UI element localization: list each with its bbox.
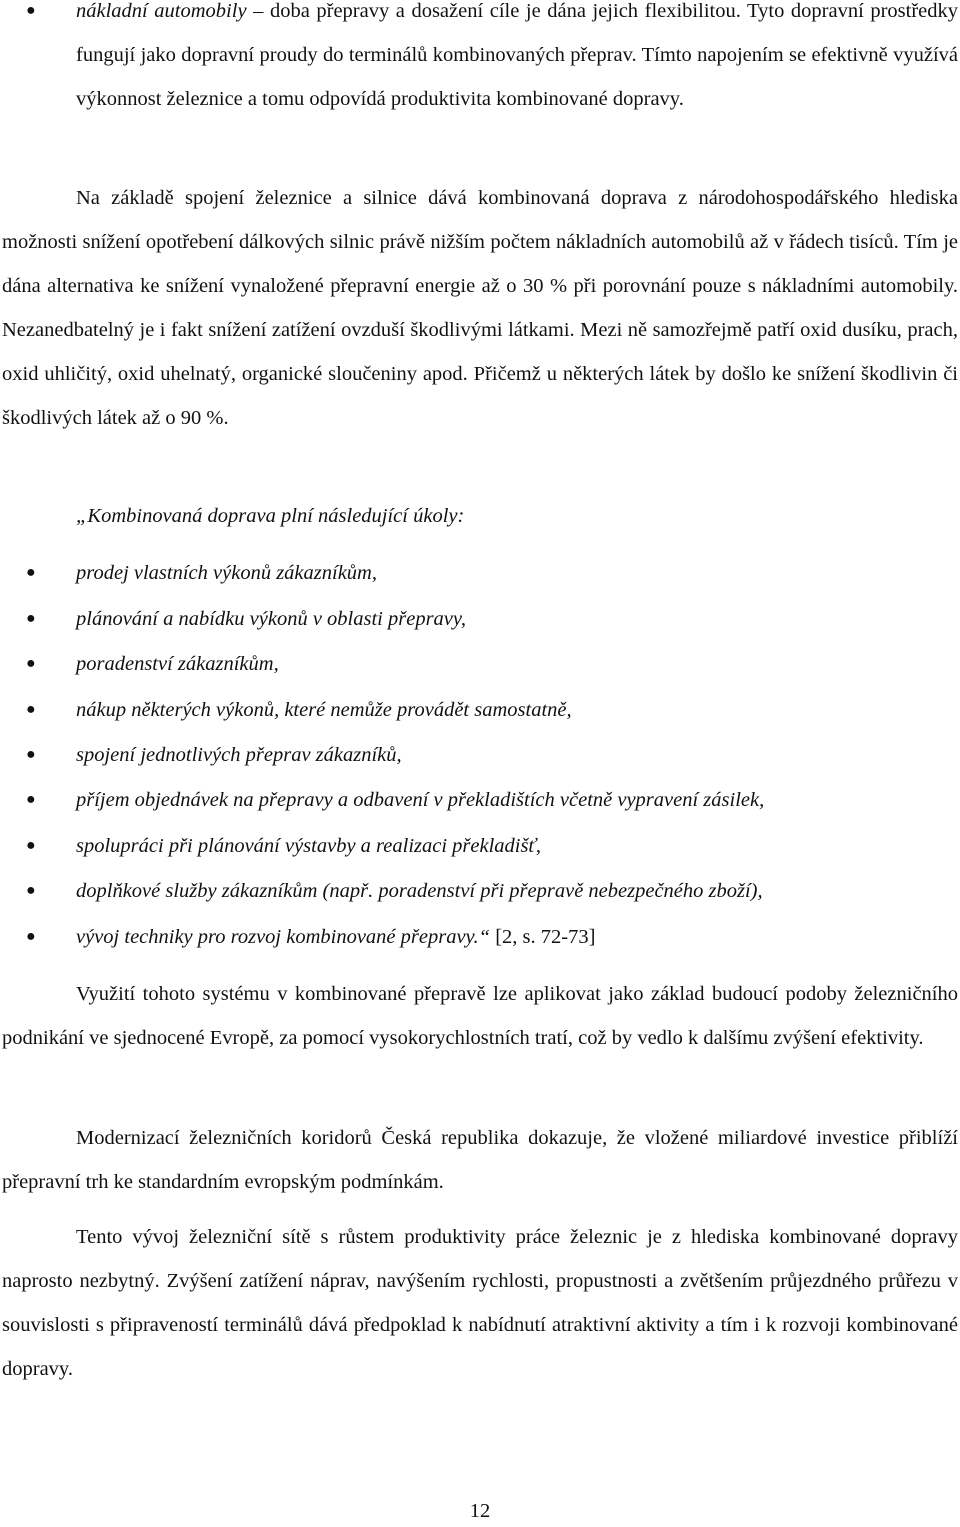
- bullet-icon: ●: [26, 746, 36, 763]
- list-item-text: prodej vlastních výkonů zákazníkům,: [76, 562, 377, 584]
- list-item-text: spolupráci při plánování výstavby a realizaci překladišť,: [76, 835, 542, 857]
- page-number: 12: [469, 1500, 491, 1522]
- paragraph-modernization: Modernizací železničních koridorů Česká republika dokazuje, že vložené miliardové investice přiblíží přepravní trh ke standardním evropským podmínkám.: [2, 1127, 958, 1193]
- bullet-icon: ●: [26, 610, 36, 627]
- paragraph-environment: Na základě spojení železnice a silnice dává kombinovaná doprava z národohospodářského hlediska možnosti snížení opotřebení dálkových silnic právě nižším počtem nákladních automobilů až v řádech tisíců. Tím je dána alternativa ke snížení vynaložené přepravní energie až o 30 % při porovnání pouze s nákladními automobily. Nezanedbatelný je i fakt snížení zatížení ovzduší škodlivými látkami. Mezi ně samozřejmě patří oxid dusíku, prach, oxid uhličitý, oxid uhelnatý, organické sloučeniny apod. Přičemž u některých látek by došlo ke snížení škodlivin či škodlivých látek až o 90 %.: [2, 187, 958, 429]
- bullet-icon: ●: [26, 837, 36, 854]
- paragraph-europe: Využití tohoto systému v kombinované přepravě lze aplikovat jako základ budoucí podoby železničního podnikání ve sjednocené Evropě, za pomocí vysokorychlostních tratí, což by vedlo k dalšímu zvýšení efektivity.: [2, 983, 958, 1049]
- bullet-icon: ●: [26, 928, 36, 945]
- list-item-text: spojení jednotlivých přeprav zákazníků,: [76, 744, 402, 766]
- bullet-icon: ●: [26, 564, 36, 581]
- citation: [2, s. 72-73]: [490, 926, 596, 948]
- paragraph-development: Tento vývoj železniční sítě s růstem produktivity práce železnic je z hlediska kombinované dopravy naprosto nezbytný. Zvýšení zatížení náprav, navýšením rychlosti, propustnosti a zvětšením průjezdného průřezu v souvislosti s připraveností terminálů dává předpoklad k nabídnutí atraktivní aktivity a tím i k rozvoji kombinované dopravy.: [2, 1226, 958, 1380]
- bullet-icon: ●: [26, 791, 36, 808]
- description: – doba přepravy a dosažení cíle je dána jejich flexibilitou. Tyto dopravní prostředky fungují jako dopravní proudy do terminálů kombinovaných přeprav. Tímto napojením se efektivně využívá výkonnost železnice a tomu odpovídá produktivita kombinované dopravy.: [76, 0, 959, 110]
- list-item-text: poradenství zákazníkům,: [76, 653, 279, 675]
- list-item-text: doplňkové služby zákazníkům (např. poradenství při přepravě nebezpečného zboží),: [76, 880, 763, 902]
- list-item-text: [76, 0, 958, 121]
- quote-end: vývoj techniky pro rozvoj kombinované přepravy.“: [76, 926, 491, 948]
- quote-intro: „Kombinovaná doprava plní následující úkoly:: [76, 505, 465, 527]
- list-item-text: příjem objednávek na přepravy a odbavení v překladištích včetně vypravení zásilek,: [76, 789, 765, 811]
- bullet-icon: ●: [26, 882, 36, 899]
- list-item-text: [76, 915, 958, 959]
- term: nákladní automobily: [76, 0, 247, 22]
- bullet-icon: ●: [26, 701, 36, 718]
- list-item-text: plánování a nabídku výkonů v oblasti přepravy,: [76, 608, 466, 630]
- list-item-text: nákup některých výkonů, které nemůže provádět samostatně,: [76, 699, 572, 721]
- bullet-icon: ●: [26, 655, 36, 672]
- bullet-icon: ●: [26, 2, 36, 19]
